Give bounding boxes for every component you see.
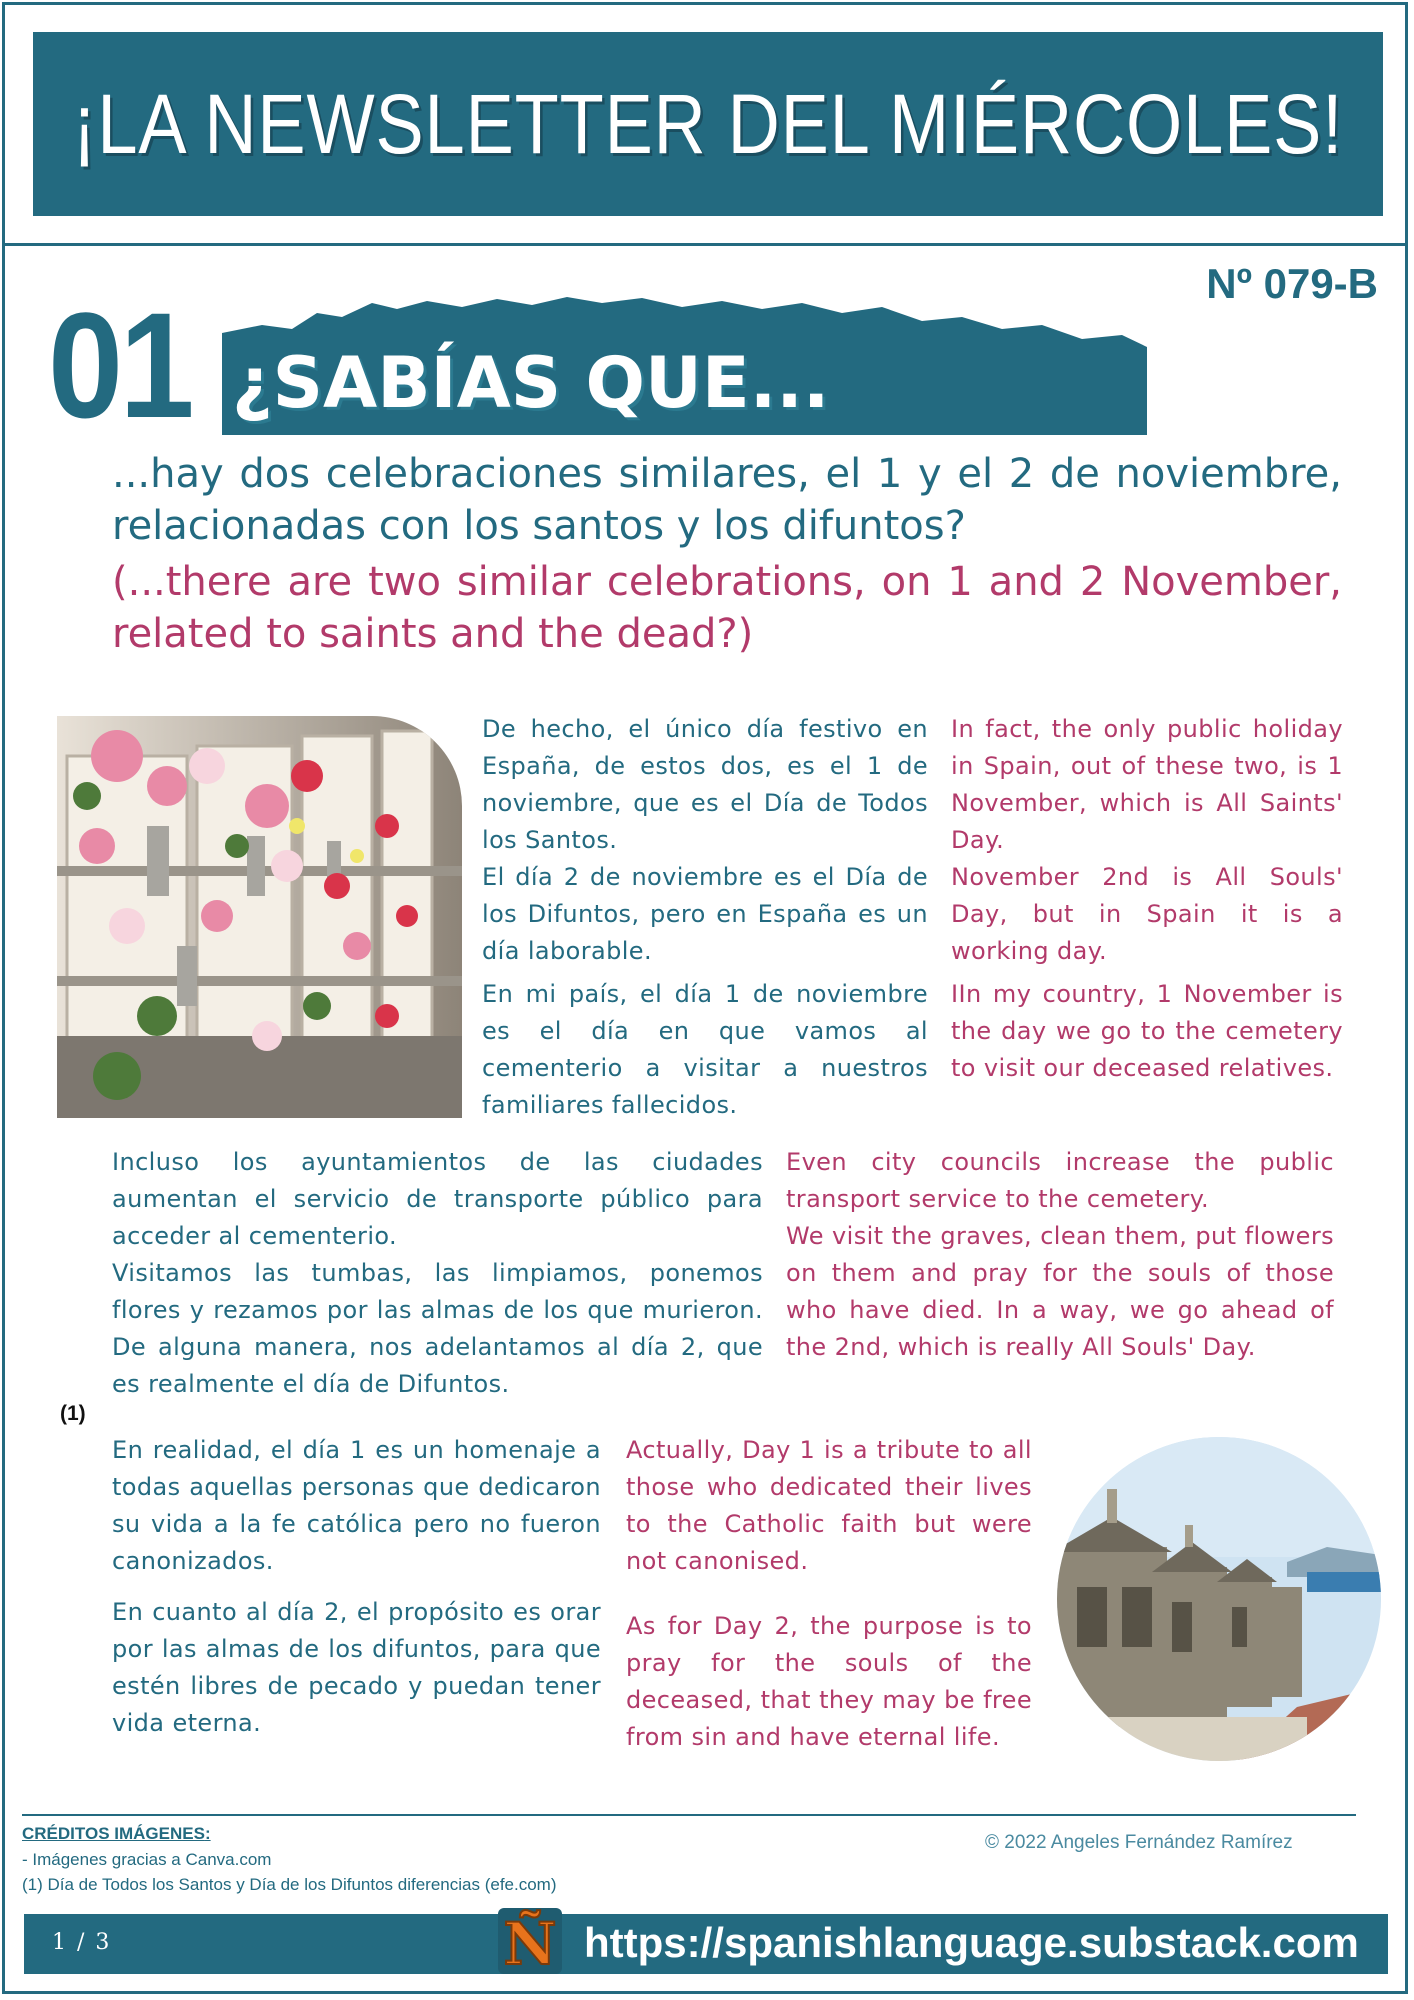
cemetery-niche-wall-photo [57,716,462,1118]
block3-es-paragraph: En realidad, el día 1 es un homenaje a todas aquellas personas que dedicaron su vida a la fe católica pero no fueron canonizados. [112,1436,601,1575]
logo-letter: Ñ [503,1910,557,1978]
block2-es-paragraph: Incluso los ayuntamientos de las ciudades aumentan el servicio de transporte público para acceder al cementerio. [112,1148,763,1250]
lead-question-english: (...there are two similar celebrations, on 1 and 2 November, related to saints and the dead?) [112,559,1342,657]
spanish-n-logo-icon [496,1904,564,1978]
block3-es-paragraph: En cuanto al día 2, el propósito es orar por las almas de los difuntos, para que estén libres de pecado y puedan tener vida eterna. [112,1598,601,1737]
footnote-marker: (1) [60,1402,86,1425]
credits-divider [22,1814,1356,1816]
block1-en-paragraph: November 2nd is All Souls' Day, but in Spain it is a working day. [951,863,1343,965]
block1-english [951,711,1343,1087]
credits-source-link[interactable]: (1) Día de Todos los Santos y Día de los Difuntos diferencias (efe.com) [22,1875,557,1894]
credits-line: - Imágenes gracias a Canva.com [22,1850,272,1869]
block2-en-paragraph: We visit the graves, clean them, put flowers on them and pray for the souls of those who have died. In a way, we go ahead of the 2nd, which is really All Souls' Day. [786,1222,1334,1361]
copyright: © 2022 Angeles Fernández Ramírez [985,1832,1293,1853]
block2-en-paragraph: Even city councils increase the public transport service to the cemetery. [786,1148,1334,1213]
section-title: ¿SABÍAS QUE... [232,342,830,424]
block3-spanish [112,1432,601,1742]
block2-english [786,1144,1334,1366]
page-indicator: 1 / 3 [52,1930,112,1955]
block1-es-paragraph: De hecho, el único día festivo en España, de estos dos, es el 1 de noviembre, que es el Día de Todos los Santos. [482,715,928,854]
block3-en-paragraph: As for Day 2, the purpose is to pray for the souls of the deceased, that they may be free from sin and have eternal life. [626,1612,1032,1751]
block2-es-paragraph: Visitamos las tumbas, las limpiamos, ponemos flores y rezamos por las almas de los que murieron. De alguna manera, nos adelantamos al día 2, que es realmente el día de Difuntos. [112,1259,763,1398]
credits-title: CRÉDITOS IMÁGENES: [22,1824,211,1843]
block3-english [626,1432,1032,1756]
block1-es-paragraph: El día 2 de noviembre es el Día de los Difuntos, pero en España es un día laborable. [482,863,928,965]
header-banner [33,32,1383,216]
credits-title-colon: : [204,1824,211,1843]
cemetery-mausoleums-photo [1057,1437,1381,1761]
lead-question-spanish: ...hay dos celebraciones similares, el 1 y el 2 de noviembre, relacionadas con los santos y los difuntos? [112,451,1342,549]
block1-spanish [482,711,928,1124]
block1-en-paragraph: IIn my country, 1 November is the day we go to the cemetery to visit our deceased relatives. [951,980,1343,1082]
site-url-link[interactable]: https://spanishlanguage.substack.com [584,1919,1359,1966]
section-number: 01 [48,281,191,449]
issue-number: Nº 079-B [1206,260,1378,307]
block2-spanish [112,1144,763,1403]
block1-en-paragraph: In fact, the only public holiday in Spain, out of these two, is 1 November, which is All Saints' Day. [951,715,1343,854]
block3-en-paragraph: Actually, Day 1 is a tribute to all those who dedicated their lives to the Catholic faith but were not canonised. [626,1436,1032,1575]
block1-es-paragraph: En mi país, el día 1 de noviembre es el día en que vamos al cementerio a visitar a nuestros familiares fallecidos. [482,980,928,1119]
newsletter-title: ¡LA NEWSLETTER DEL MIÉRCOLES! [72,76,1344,171]
